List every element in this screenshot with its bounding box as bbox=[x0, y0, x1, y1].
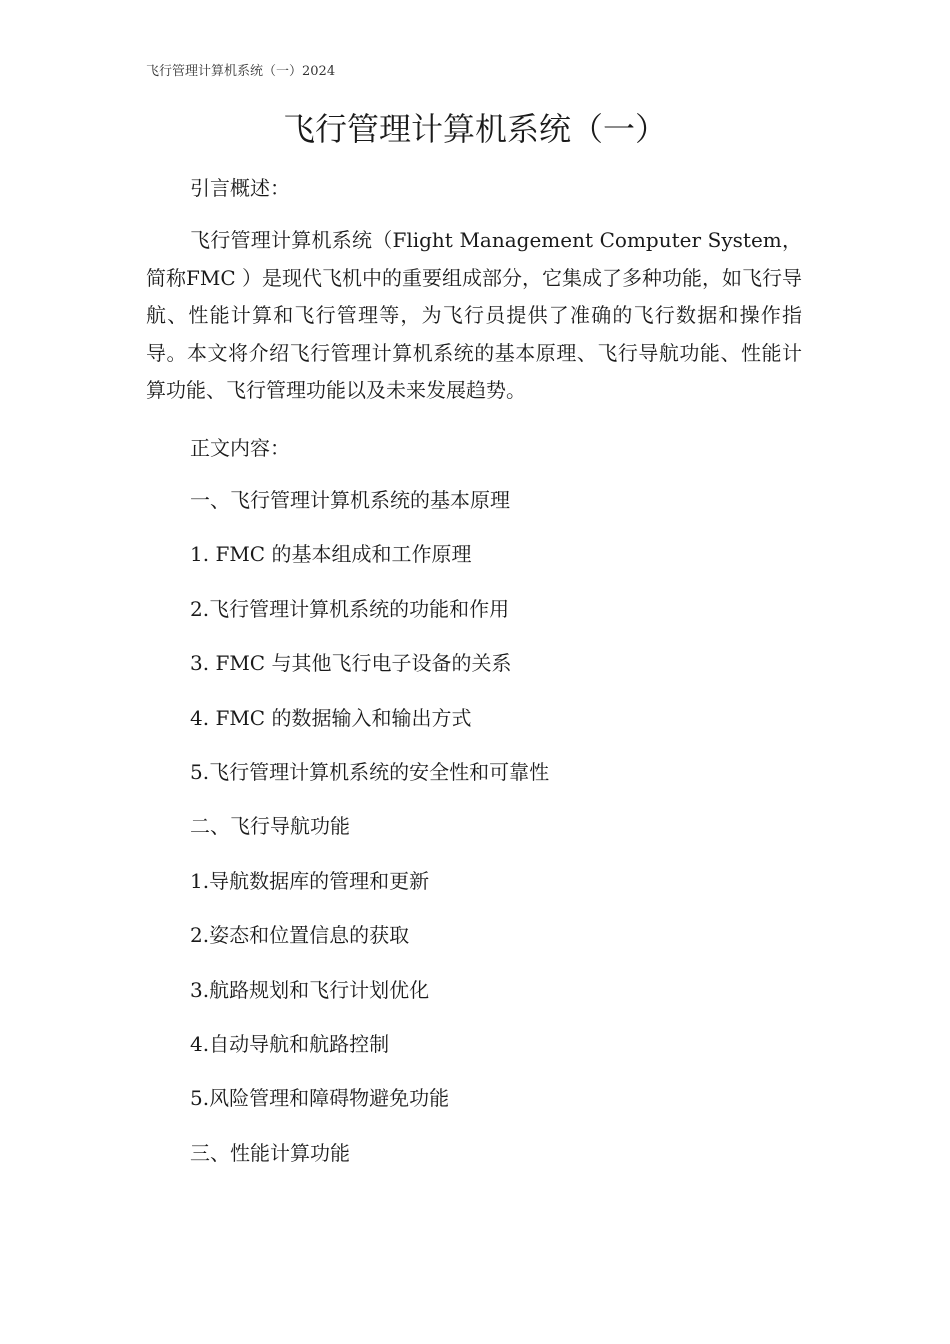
outline-section-heading: 二、飞行导航功能 bbox=[190, 814, 350, 839]
outline-item: 1. FMC 的基本组成和工作原理 bbox=[190, 542, 472, 567]
outline-item: 1.导航数据库的管理和更新 bbox=[190, 868, 430, 893]
outline-item: 4. FMC 的数据输入和输出方式 bbox=[190, 705, 472, 730]
intro-paragraph: 飞行管理计算机系统（Flight Management Computer System，简称FMC ）是现代飞机中的重要组成部分，它集成了多种功能，如飞行导航、性能计算和飞行管理等，为飞行员提供了准确的飞行数据和操作指导。本文将介绍飞行管理计算机系统的基本原理、飞行导航功能、性能计算功能、飞行管理功能以及未来发展趋势。 bbox=[146, 228, 803, 402]
outline-item: 4.自动导航和航路控制 bbox=[190, 1031, 390, 1056]
outline-item: 2.飞行管理计算机系统的功能和作用 bbox=[190, 596, 510, 621]
outline-section-heading: 一、飞行管理计算机系统的基本原理 bbox=[190, 488, 510, 512]
outline-item: 5.飞行管理计算机系统的安全性和可靠性 bbox=[190, 759, 550, 784]
running-header: 飞行管理计算机系统（一）2024 bbox=[146, 64, 336, 79]
outline-item: 2.姿态和位置信息的获取 bbox=[190, 923, 410, 948]
outline-item: 3. FMC 与其他飞行电子设备的关系 bbox=[190, 651, 512, 676]
outline-item: 5.风险管理和障碍物避免功能 bbox=[190, 1086, 450, 1111]
document-title: 飞行管理计算机系统（一） bbox=[282, 110, 667, 148]
main-content-label: 正文内容： bbox=[190, 436, 290, 460]
outline-list bbox=[190, 484, 549, 1191]
outline-item: 3.航路规划和飞行计划优化 bbox=[190, 977, 430, 1002]
intro-label: 引言概述： bbox=[190, 176, 290, 200]
outline-section-heading: 三、性能计算功能 bbox=[190, 1140, 350, 1165]
